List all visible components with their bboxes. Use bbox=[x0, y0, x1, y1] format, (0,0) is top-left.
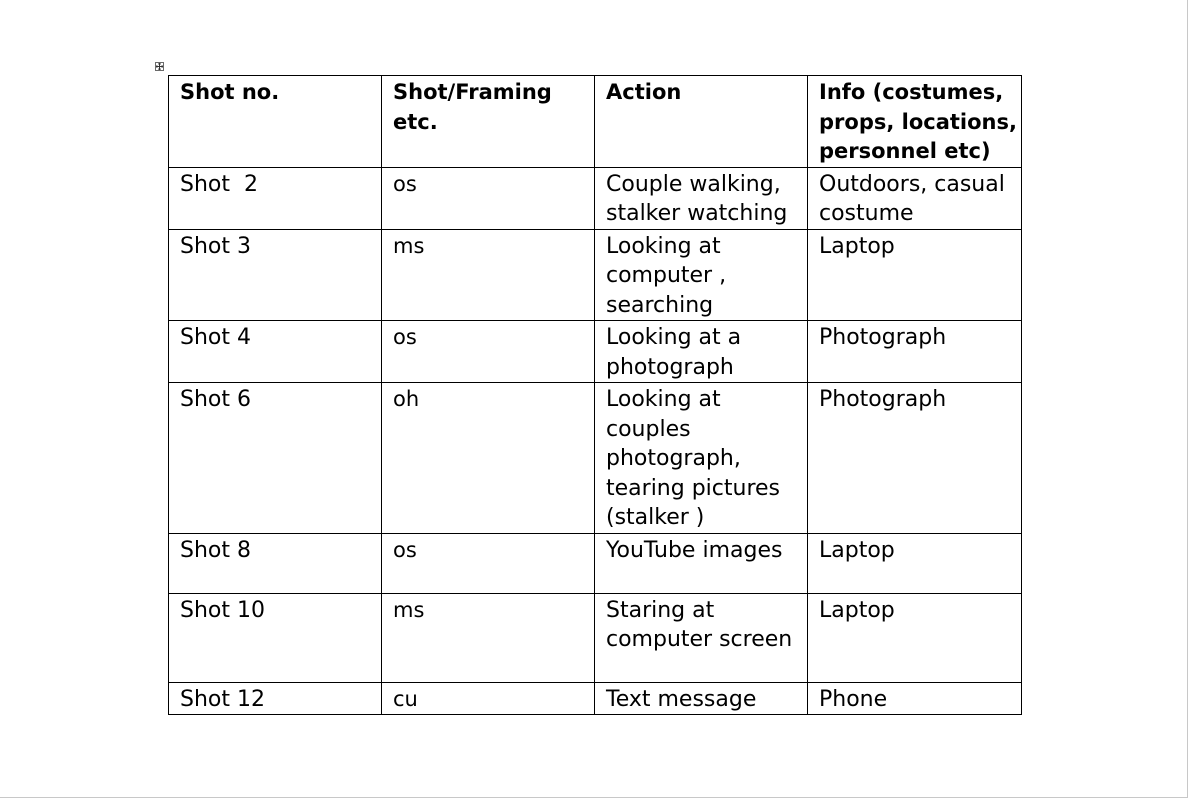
cell-shot: Shot 3 bbox=[169, 229, 382, 321]
cell-info: Photograph bbox=[808, 383, 1022, 534]
cell-shot: Shot 6 bbox=[169, 383, 382, 534]
header-shot-framing: Shot/Framing etc. bbox=[382, 76, 595, 168]
cell-action: Looking at computer , searching bbox=[595, 229, 808, 321]
table-row bbox=[169, 383, 1022, 534]
cell-action: Looking at couples photograph, tearing pictures (stalker ) bbox=[595, 383, 808, 534]
page-edge bbox=[1187, 0, 1188, 798]
cell-info: Laptop bbox=[808, 533, 1022, 593]
header-action: Action bbox=[595, 76, 808, 168]
cell-action: Staring at computer screen bbox=[595, 593, 808, 682]
cell-info: Outdoors, casual costume bbox=[808, 167, 1022, 229]
header-info: Info (costumes, props, locations, personnel etc) bbox=[808, 76, 1022, 168]
cell-framing: oh bbox=[382, 383, 595, 534]
cell-framing: os bbox=[382, 167, 595, 229]
cell-action: Text message bbox=[595, 682, 808, 715]
shot-list-table bbox=[168, 75, 1022, 715]
table-move-handle-icon[interactable] bbox=[155, 62, 164, 71]
cell-framing: ms bbox=[382, 593, 595, 682]
cell-info: Phone bbox=[808, 682, 1022, 715]
cell-shot: Shot 10 bbox=[169, 593, 382, 682]
cell-shot: Shot 12 bbox=[169, 682, 382, 715]
cell-action: YouTube images bbox=[595, 533, 808, 593]
cell-info: Photograph bbox=[808, 321, 1022, 383]
table-row bbox=[169, 167, 1022, 229]
cell-action: Looking at a photograph bbox=[595, 321, 808, 383]
cell-shot: Shot 2 bbox=[169, 167, 382, 229]
cell-shot: Shot 4 bbox=[169, 321, 382, 383]
table-row bbox=[169, 321, 1022, 383]
cell-framing: cu bbox=[382, 682, 595, 715]
header-shot-no: Shot no. bbox=[169, 76, 382, 168]
cell-shot: Shot 8 bbox=[169, 533, 382, 593]
table-row bbox=[169, 593, 1022, 682]
cell-framing: os bbox=[382, 321, 595, 383]
cell-framing: os bbox=[382, 533, 595, 593]
cell-framing: ms bbox=[382, 229, 595, 321]
table-row bbox=[169, 682, 1022, 715]
cell-action: Couple walking, stalker watching bbox=[595, 167, 808, 229]
cell-info: Laptop bbox=[808, 229, 1022, 321]
table-row bbox=[169, 533, 1022, 593]
page-edge bbox=[0, 797, 1188, 798]
table-header-row bbox=[169, 76, 1022, 168]
table-row bbox=[169, 229, 1022, 321]
cell-info: Laptop bbox=[808, 593, 1022, 682]
